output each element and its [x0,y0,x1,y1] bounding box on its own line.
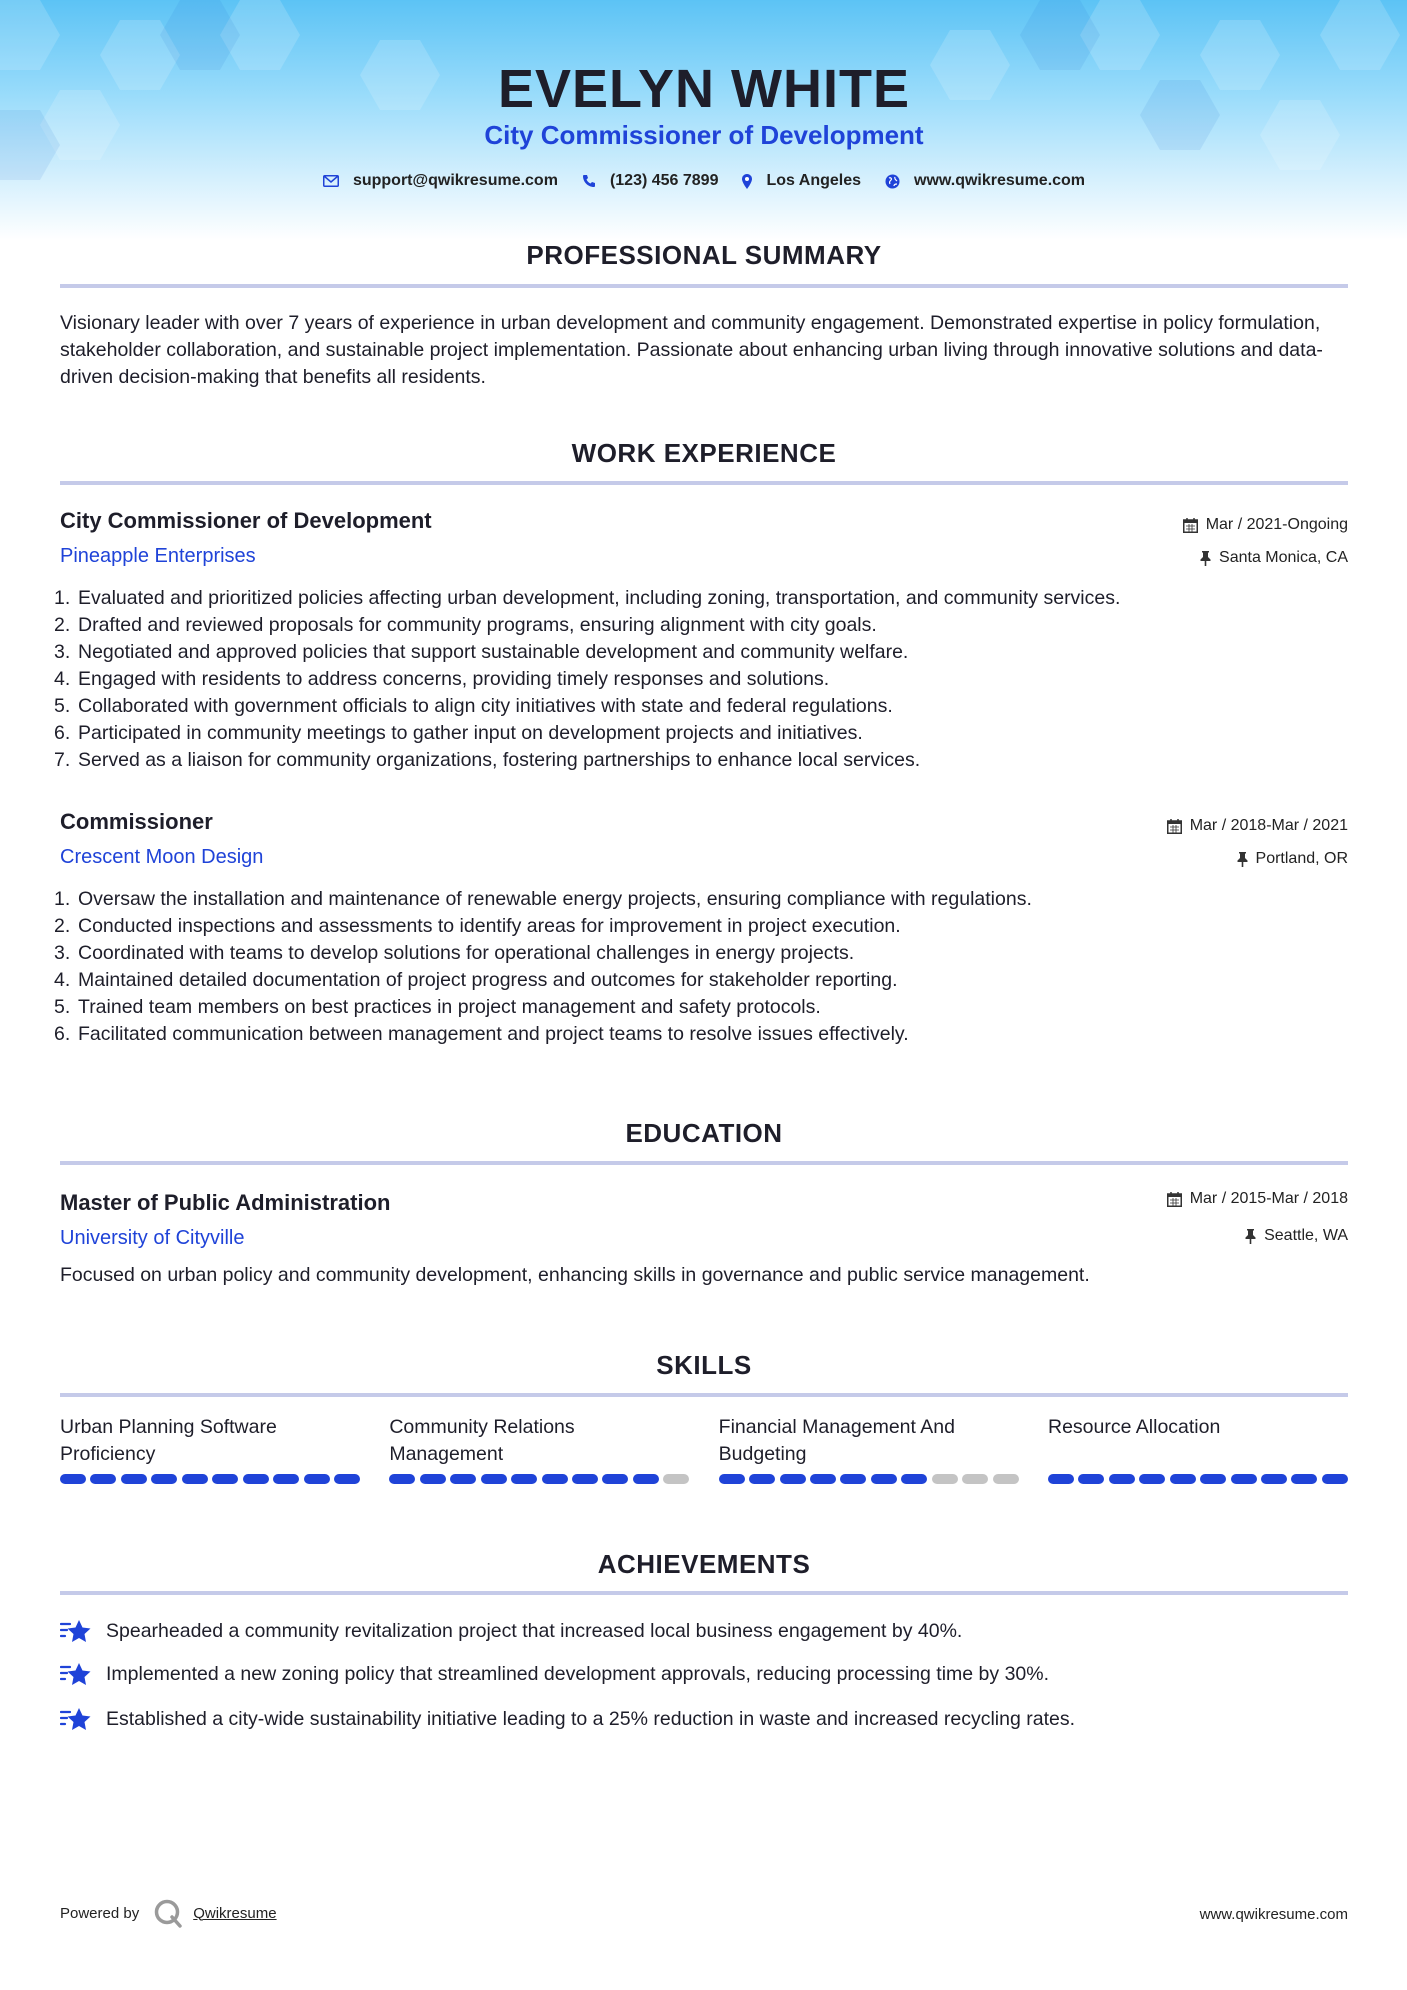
skills-grid [60,1414,1348,1484]
education-divider [60,1161,1348,1165]
job-title: Commissioner [60,809,213,834]
job-company: Crescent Moon Design [60,846,264,868]
skill-segment-filled [780,1474,806,1484]
skill-level-bar [719,1474,1019,1484]
achievement-text: Spearheaded a community revitalization project that increased local business engagement by 40%. [106,1619,963,1642]
star-icon [60,1661,92,1687]
job-location-text: Portland, OR [1255,850,1348,867]
list-item: 7. Served as a liaison for community organizations, fostering partnerships to enhance local services. [54,749,921,771]
achievements-divider [60,1591,1348,1595]
skill-segment-filled [542,1474,568,1484]
skill-segment-filled [633,1474,659,1484]
job-location-text: Santa Monica, CA [1219,549,1348,566]
skill-segment-filled [60,1474,86,1484]
calendar-icon [1183,518,1198,533]
skill-segment-filled [389,1474,415,1484]
skill-segment-filled [1200,1474,1226,1484]
skill-segment-filled [243,1474,269,1484]
skill-segment-filled [1322,1474,1348,1484]
achievement-text: Implemented a new zoning policy that streamlined development approvals, reducing processing time by 30%. [106,1662,1050,1685]
summary-heading: PROFESSIONAL SUMMARY [526,240,882,270]
skill-segment-filled [1078,1474,1104,1484]
pushpin-icon [1200,551,1211,566]
star-icon [60,1618,92,1644]
skill-segment-filled [871,1474,897,1484]
skill-segment-filled [1231,1474,1257,1484]
skill-segment-filled [481,1474,507,1484]
skill-item [719,1414,1019,1484]
map-marker-icon [742,174,752,189]
achievement-item [60,1661,1049,1687]
education-location [1245,1227,1348,1245]
skill-name: Resource Allocation [1047,1416,1221,1438]
contact-bar [60,172,1348,190]
skill-segment-filled [1109,1474,1135,1484]
contact-email[interactable] [323,172,558,190]
contact-phone[interactable] [582,172,719,190]
skill-segment-filled [810,1474,836,1484]
candidate-title: City Commissioner of Development [484,120,924,150]
candidate-name: EVELYN WHITE [497,59,911,119]
list-item: 4. Engaged with residents to address concerns, providing timely responses and solutions. [54,668,830,690]
skill-segment-filled [334,1474,360,1484]
list-item: 4. Maintained detailed documentation of project progress and outcomes for stakeholder reporting. [54,969,898,991]
achievement-item [60,1706,1075,1732]
skill-segment-filled [840,1474,866,1484]
skill-segment-filled [182,1474,208,1484]
skill-segment-filled [273,1474,299,1484]
achievement-text: Established a city-wide sustainability initiative leading to a 25% reduction in waste and increased recycling rates. [106,1707,1076,1730]
skill-segment-empty [962,1474,988,1484]
skill-segment-filled [151,1474,177,1484]
skill-segment-filled [1048,1474,1074,1484]
skill-segment-filled [1170,1474,1196,1484]
job-responsibilities [54,886,1348,1048]
list-item: 1. Evaluated and prioritized policies affecting urban development, including zoning, transportation, and community services. [54,587,1121,609]
list-item: 6. Facilitated communication between management and project teams to resolve issues effectively. [54,1023,909,1045]
skill-segment-filled [90,1474,116,1484]
skill-segment-filled [749,1474,775,1484]
skill-segment-filled [1139,1474,1165,1484]
location-text: Los Angeles [766,172,862,189]
job-dates [1183,516,1348,534]
experience-divider [60,481,1348,485]
skill-segment-filled [572,1474,598,1484]
skill-segment-filled [304,1474,330,1484]
skill-segment-empty [932,1474,958,1484]
education-description: Focused on urban policy and community development, enhancing skills in governance and public service management. [60,1264,1090,1286]
list-item: 5. Trained team members on best practices in project management and safety protocols. [54,996,821,1018]
website-text: www.qwikresume.com [914,172,1086,189]
list-item: 6. Participated in community meetings to gather input on development projects and initiatives. [54,722,863,744]
job-dates [1167,817,1348,835]
skill-level-bar [1048,1474,1348,1484]
education-heading: EDUCATION [625,1118,783,1148]
skill-segment-filled [1261,1474,1287,1484]
skill-segment-filled [420,1474,446,1484]
skill-segment-empty [993,1474,1019,1484]
school-name: University of Cityville [60,1227,245,1249]
footer-powered-by [60,1898,277,1928]
job-responsibilities [54,585,1348,774]
skill-segment-filled [602,1474,628,1484]
skill-segment-filled [901,1474,927,1484]
education-dates-text: Mar / 2015-Mar / 2018 [1189,1190,1348,1207]
education-location-text: Seattle, WA [1264,1227,1348,1244]
skill-name: Community Relations Management [389,1416,575,1465]
contact-location [742,172,861,190]
skill-level-bar [60,1474,360,1484]
skills-divider [60,1393,1348,1397]
achievements-heading: ACHIEVEMENTS [597,1549,811,1579]
skill-segment-filled [450,1474,476,1484]
calendar-icon [1167,819,1182,834]
pushpin-icon [1237,852,1248,867]
powered-by-label: Powered by [60,1904,140,1922]
list-item: 1. Oversaw the installation and maintenance of renewable energy projects, ensuring compliance with regulations. [54,888,1032,910]
job-location [1237,850,1348,868]
skill-segment-filled [212,1474,238,1484]
footer-website[interactable]: www.qwikresume.com [1199,1906,1348,1923]
calendar-icon [1167,1192,1182,1207]
achievement-item [60,1618,962,1644]
qwikresume-logo-icon [153,1898,183,1928]
envelope-icon [323,175,339,187]
skill-segment-filled [719,1474,745,1484]
skill-segment-empty [663,1474,689,1484]
degree-title: Master of Public Administration [60,1190,391,1215]
star-icon [60,1706,92,1732]
skill-segment-filled [121,1474,147,1484]
skill-item [60,1414,360,1484]
job-dates-text: Mar / 2021-Ongoing [1205,516,1348,533]
email-text: support@qwikresume.com [352,172,558,189]
contact-website[interactable] [885,172,1085,190]
job-company: Pineapple Enterprises [60,545,256,567]
skill-item [1048,1414,1348,1484]
skill-name: Financial Management And Budgeting [718,1416,955,1465]
skill-segment-filled [1291,1474,1317,1484]
pushpin-icon [1245,1229,1256,1244]
summary-divider [60,284,1348,288]
skills-heading: SKILLS [656,1350,752,1380]
skill-level-bar [389,1474,689,1484]
phone-text: (123) 456 7899 [609,172,719,189]
skill-item [389,1414,689,1484]
skill-segment-filled [511,1474,537,1484]
job-title: City Commissioner of Development [60,508,432,533]
list-item: 3. Negotiated and approved policies that support sustainable development and community welfare. [54,641,909,663]
globe-icon [885,174,900,189]
list-item: 3. Coordinated with teams to develop solutions for operational challenges in energy projects. [54,942,855,964]
list-item: 5. Collaborated with government officials to align city initiatives with state and federal regulations. [54,695,893,717]
list-item: 2. Drafted and reviewed proposals for community programs, ensuring alignment with city goals. [54,614,877,636]
qwikresume-link[interactable]: Qwikresume [193,1904,277,1922]
skill-name: Urban Planning Software Proficiency [60,1416,277,1465]
job-dates-text: Mar / 2018-Mar / 2021 [1189,817,1348,834]
phone-icon [582,174,596,188]
job-location [1200,549,1348,567]
education-dates [1167,1190,1348,1208]
list-item: 2. Conducted inspections and assessments to identify areas for improvement in project execution. [54,915,901,937]
experience-heading: WORK EXPERIENCE [571,438,837,468]
summary-text: Visionary leader with over 7 years of experience in urban development and community engagement. Demonstrated expertise in policy formulation, stakeholder collaboration, and sustainable project implementation. Passionate about enhancing urban living through innovative solutions and data-driven decision-making that benefits all residents. [60,312,1323,388]
